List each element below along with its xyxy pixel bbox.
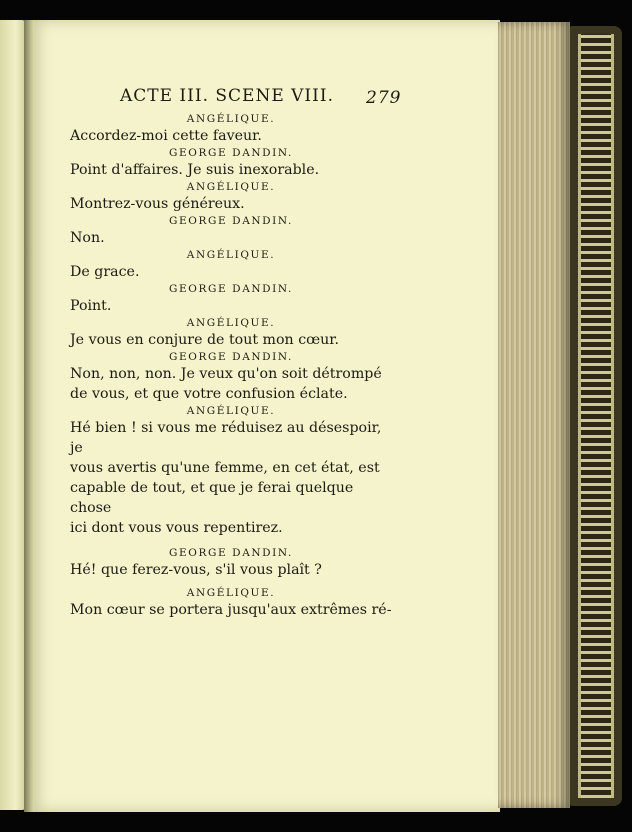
- cover-ornament: [578, 34, 614, 798]
- dialogue-line: Non.: [70, 230, 105, 246]
- speaker-name: ANGÉLIQUE.: [186, 113, 276, 125]
- dialogue-line: Non, non, non. Je veux qu'on soit détrompé: [70, 366, 382, 382]
- speaker-name: GEORGE DANDIN.: [169, 283, 293, 295]
- dialogue-line: Mon cœur se portera jusqu'aux extrêmes ré-: [70, 602, 392, 618]
- speaker-name: ANGÉLIQUE.: [186, 587, 276, 599]
- dialogue-line: Montrez-vous généreux.: [70, 196, 245, 212]
- dialogue-line: Hé! que ferez-vous, s'il vous plaît ?: [70, 562, 322, 578]
- dialogue-line: Hé bien ! si vous me réduisez au désespoir, je: [70, 420, 382, 456]
- speaker-name: GEORGE DANDIN.: [169, 351, 293, 363]
- dialogue-line: Point d'affaires. Je suis inexorable.: [70, 162, 320, 178]
- book-cover: [570, 26, 622, 806]
- running-title: ACTE III. SCENE VIII.: [120, 86, 334, 106]
- running-header: [70, 84, 402, 114]
- dialogue-line: de vous, et que votre confusion éclate.: [70, 386, 348, 402]
- page-gutter: [24, 20, 34, 812]
- dialogue-line: Point.: [70, 298, 112, 314]
- dialogue-line: capable de tout, et que je ferai quelque chose: [70, 480, 354, 516]
- speaker-name: ANGÉLIQUE.: [186, 249, 276, 261]
- dialogue-line: De grace.: [70, 264, 140, 280]
- page-number: 279: [366, 88, 402, 108]
- speaker-name: GEORGE DANDIN.: [169, 147, 293, 159]
- dialogue-line: ici dont vous vous repentirez.: [70, 520, 283, 536]
- speaker-name: GEORGE DANDIN.: [169, 547, 293, 559]
- dialogue-line: vous avertis qu'une femme, en cet état, est: [70, 460, 380, 476]
- speaker-name: GEORGE DANDIN.: [169, 215, 293, 227]
- facing-page-edge: [0, 20, 26, 810]
- speaker-name: ANGÉLIQUE.: [186, 181, 276, 193]
- dialogue-line: Accordez-moi cette faveur.: [70, 128, 262, 144]
- dialogue-line: Je vous en conjure de tout mon cœur.: [70, 332, 340, 348]
- page-text: [70, 84, 402, 620]
- page-fore-edge: [498, 22, 570, 808]
- speaker-name: ANGÉLIQUE.: [186, 405, 276, 417]
- speaker-name: ANGÉLIQUE.: [186, 317, 276, 329]
